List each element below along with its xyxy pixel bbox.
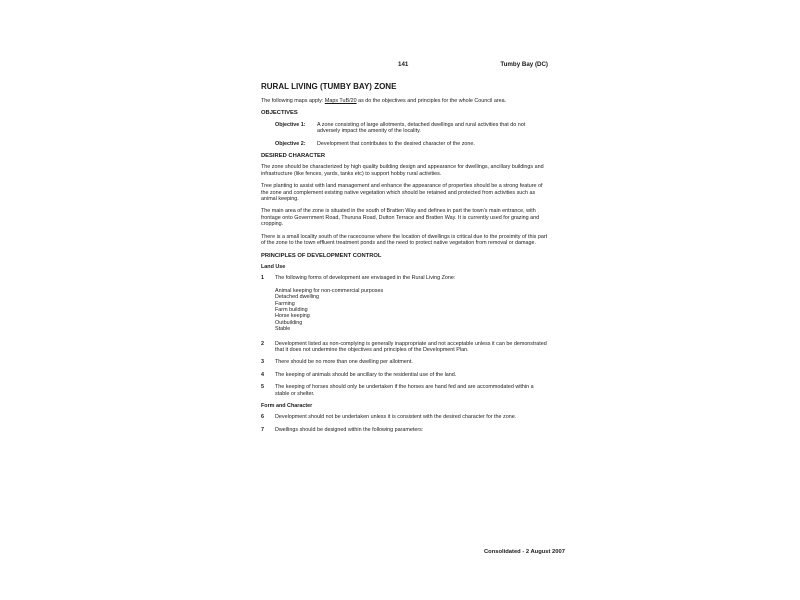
principle-text: The following forms of development are envisaged in the Rural Living Zone: [275, 275, 456, 282]
objective-text: Development that contributes to the desired character of the zone. [317, 140, 475, 147]
intro-text-after: as do the objectives and principles for the whole Council area. [356, 98, 507, 104]
principle-5 [261, 384, 548, 397]
principle-number: 1 [261, 275, 264, 282]
character-paragraph: The zone should be characterized by high quality building design and appearance for dwellings, ancillary buildings and infrastructure (like fences, yards, tanks etc) to support hobby rural activities. [261, 164, 544, 177]
principle-text: The keeping of animals should be ancillary to the residential use of the land. [275, 371, 457, 378]
principle-text: Development should not be undertaken unless it is consistent with the desired character for the zone. [275, 414, 517, 421]
envisaged-development-list [275, 288, 548, 333]
principle-text: Development listed as non-complying is generally inappropriate and not acceptable unless it can be demonstrated that it does not undermine the objectives and principles of the Development Plan. [275, 340, 547, 353]
list-item: Stable [275, 326, 291, 333]
principle-1 [261, 275, 548, 281]
principles-heading: PRINCIPLES OF DEVELOPMENT CONTROL [261, 252, 382, 259]
objective-1 [261, 122, 548, 135]
principle-6 [261, 414, 548, 420]
list-item: Animal keeping for non-commercial purposes [275, 287, 384, 294]
principle-text: The keeping of horses should only be undertaken if the horses are hand fed and are accommodated within a stable or shelter. [275, 384, 534, 397]
principle-number: 7 [261, 426, 264, 433]
character-paragraph: Tree planting to assist with land management and enhance the appearance of properties should be a strong feature of the zone and complement existing native vegetation which should be retained and protected from activities such as animal keeping. [261, 183, 543, 203]
character-paragraph: The main area of the zone is situated in the south of Bratten Way and defines in part the town's main entrance, with frontage onto Government Road, Thuruna Road, Dutton Terrace and Bratten Way. It is currently used for grazing and cropping. [261, 208, 540, 228]
principle-7 [261, 427, 548, 433]
page-footer: Consolidated - 2 August 2007 [484, 549, 565, 555]
principle-text: Dwellings should be designed within the following parameters: [275, 426, 424, 433]
objective-text: A zone consisting of large allotments, detached dwellings and rural activities that do not adversely impact the amenity of the locality. [317, 121, 526, 135]
list-item: Farm building [275, 306, 308, 313]
maps-link[interactable]: Maps TuB/20 [324, 98, 357, 104]
intro-text-before: The following maps apply: [261, 98, 325, 104]
objective-2 [261, 141, 548, 147]
principle-number: 3 [261, 359, 264, 366]
council-name: Tumby Bay (DC) [500, 61, 548, 68]
principle-3 [261, 359, 548, 365]
list-item: Farming [275, 300, 295, 307]
objectives-heading: OBJECTIVES [261, 110, 298, 117]
page-title: RURAL LIVING (TUMBY BAY) ZONE [261, 82, 397, 91]
intro-paragraph [261, 98, 548, 104]
land-use-heading: Land Use [261, 263, 286, 270]
principle-number: 2 [261, 340, 264, 347]
principle-number: 4 [261, 371, 264, 378]
principle-text: There should be no more than one dwelling per allotment. [275, 359, 413, 366]
document-body [261, 82, 548, 439]
form-character-heading: Form and Character [261, 403, 313, 409]
list-item: Detached dwelling [275, 294, 320, 301]
principle-2 [261, 341, 548, 354]
principle-number: 5 [261, 384, 264, 391]
list-item: Horse keeping [275, 313, 310, 320]
list-item: Outbuilding [275, 319, 303, 326]
principle-number: 6 [261, 414, 264, 421]
desired-character-heading: DESIRED CHARACTER [261, 153, 326, 160]
page-number: 141 [398, 61, 409, 68]
objective-label: Objective 1: [275, 121, 306, 128]
character-paragraph: There is a small locality south of the racecourse where the location of dwellings is critical due to the proximity of this part of the zone to the town effluent treatment ponds and the need to protect native vegetation from removal or damage. [261, 233, 548, 247]
principle-4 [261, 372, 548, 378]
objective-label: Objective 2: [275, 140, 306, 147]
